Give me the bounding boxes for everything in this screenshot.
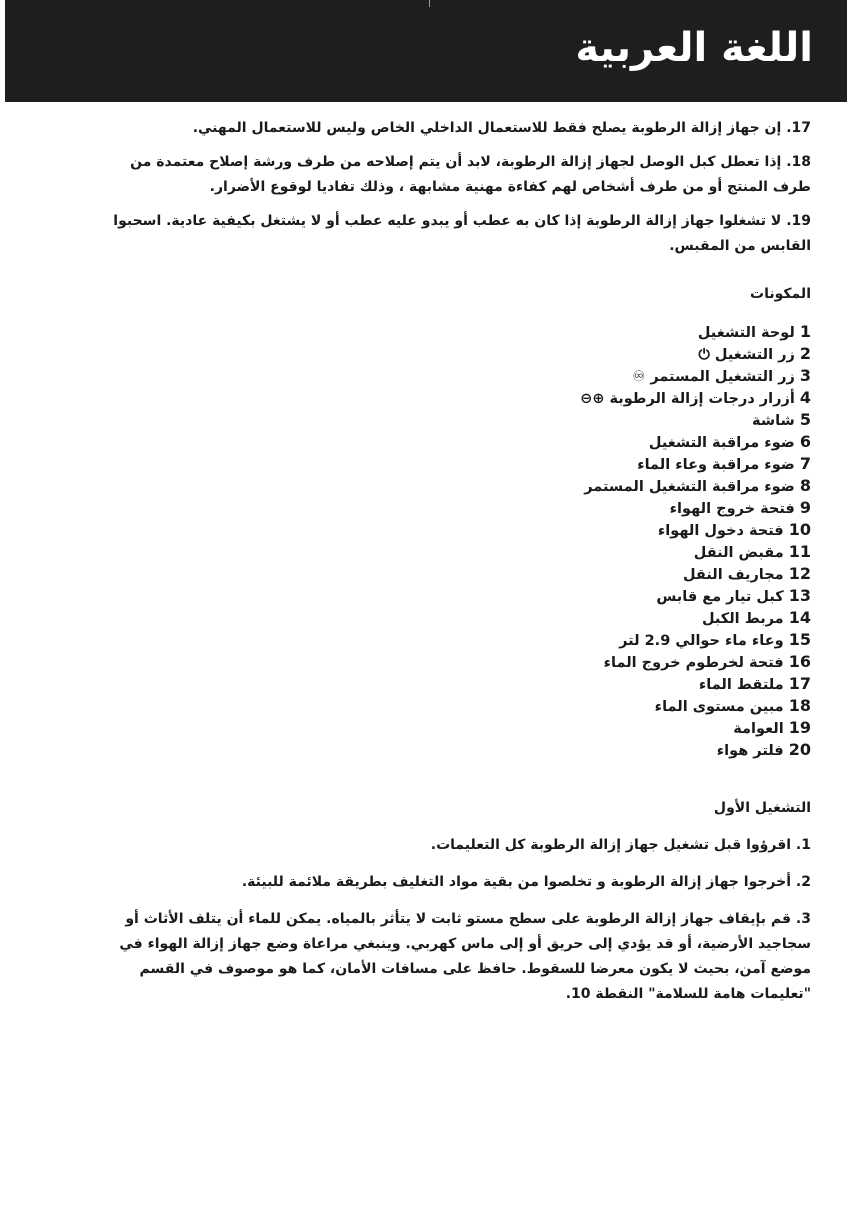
- item-number: 18.: [786, 154, 811, 170]
- item-text: إذا تعطل كبل الوصل لجهاز إزالة الرطوبة، لابد أن يتم إصلاحه من طرف ورشة إصلاح معتمدة من طرف المنتج أو من طرف أشخاص لهم كفاءة مهنية مشابهة ، وذلك تفاديا لوقوع الأضرار.: [130, 154, 811, 195]
- safety-item: [105, 116, 811, 141]
- first-operation-steps: [105, 833, 811, 1007]
- list-item: [105, 431, 811, 453]
- item-label: ضوء مراقبة التشغيل: [648, 435, 795, 451]
- safety-instructions: [105, 116, 811, 259]
- item-number: 14: [788, 608, 811, 627]
- list-item: [105, 607, 811, 629]
- safety-item: [105, 209, 811, 259]
- list-item: [105, 519, 811, 541]
- item-number: 2: [799, 344, 811, 363]
- item-number: 5: [799, 410, 811, 429]
- item-label: فتحة لخرطوم خروج الماء: [603, 655, 784, 671]
- item-number: 13: [788, 586, 811, 605]
- step-text: أخرجوا جهاز إزالة الرطوبة و تخلصوا من بقية مواد التغليف بطريقة ملائمة للبيئة.: [241, 874, 792, 890]
- header-tick-mark: [429, 0, 430, 7]
- item-label: العوامة: [733, 721, 784, 737]
- list-item: [105, 453, 811, 475]
- item-number: 3: [799, 366, 811, 385]
- item-number: 17.: [786, 120, 811, 136]
- step-text: اقرؤوا قبل تشغيل جهاز إزالة الرطوبة كل التعليمات.: [430, 837, 792, 853]
- item-label: فتحة دخول الهواء: [657, 523, 784, 539]
- item-label: مربط الكبل: [701, 611, 784, 627]
- item-number: 16: [788, 652, 811, 671]
- step-number: 2.: [795, 874, 811, 890]
- operation-step: [105, 833, 811, 858]
- operation-step: [105, 870, 811, 895]
- item-number: 9: [799, 498, 811, 517]
- item-label: كبل تيار مع قابس: [656, 589, 784, 605]
- list-item: [105, 717, 811, 739]
- item-number: 17: [788, 674, 811, 693]
- list-item: [105, 695, 811, 717]
- page-title: اللغة العربية: [575, 25, 813, 71]
- list-item: [105, 409, 811, 431]
- item-label: زر التشغيل المستمر ♾: [632, 369, 795, 385]
- header-bar: [5, 0, 847, 102]
- item-number: 12: [788, 564, 811, 583]
- list-item: [105, 651, 811, 673]
- item-label: أزرار درجات إزالة الرطوبة ⊕⊖: [580, 391, 795, 407]
- step-number: 3.: [795, 911, 811, 927]
- item-label: مجاريف النقل: [682, 567, 784, 583]
- step-text: قم بإيقاف جهاز إزالة الرطوبة على سطح مستو ثابت لا يتأثر بالمياه. يمكن للماء أن يتلف الأثاث أو سجاجيد الأرضية، أو قد يؤدي إلى حريق أو إلى ماس كهربي. وينبغي مراعاة وضع جهاز إزالة الهواء في موضع آمن، بحيث لا يكون معرضا للسقوط. حافظ على مسافات الأمان، كما هو موصوف في القسم "تعليمات هامة للسلامة" النقطة 10.: [119, 911, 811, 1002]
- item-label: ملتقط الماء: [698, 677, 784, 693]
- list-item: [105, 629, 811, 651]
- list-item: [105, 673, 811, 695]
- item-text: إن جهاز إزالة الرطوبة يصلح فقط للاستعمال الداخلي الخاص وليس للاستعمال المهني.: [192, 120, 782, 136]
- item-number: 8: [799, 476, 811, 495]
- list-item: [105, 343, 811, 365]
- item-number: 1: [799, 322, 811, 341]
- list-item: [105, 585, 811, 607]
- step-number: 1.: [795, 837, 811, 853]
- item-number: 19: [788, 718, 811, 737]
- item-label: ضوء مراقبة وعاء الماء: [637, 457, 795, 473]
- safety-item: [105, 150, 811, 200]
- item-label: مبين مستوى الماء: [654, 699, 784, 715]
- item-number: 4: [799, 388, 811, 407]
- item-label: فتحة خروج الهواء: [669, 501, 795, 517]
- item-label: شاشة: [752, 413, 795, 429]
- item-text: لا تشغلوا جهاز إزالة الرطوبة إذا كان به عطب أو يبدو عليه عطب أو لا يشتغل بكيفية عادية. اسحبوا القابس من المقبس.: [113, 213, 811, 254]
- list-item: [105, 475, 811, 497]
- list-item: [105, 497, 811, 519]
- components-list: [105, 321, 811, 761]
- item-number: 11: [788, 542, 811, 561]
- item-number: 7: [799, 454, 811, 473]
- item-number: 18: [788, 696, 811, 715]
- document-body: [105, 116, 811, 1019]
- item-label: فلتر هواء: [716, 743, 784, 759]
- list-item: [105, 739, 811, 761]
- item-number: 19.: [786, 213, 811, 229]
- operation-step: [105, 907, 811, 1007]
- item-number: 15: [788, 630, 811, 649]
- list-item: [105, 365, 811, 387]
- item-label: زر التشغيل ⏻: [698, 347, 795, 363]
- components-heading: المكونات: [750, 286, 811, 302]
- item-label: ضوء مراقبة التشغيل المستمر: [584, 479, 795, 495]
- item-number: 10: [788, 520, 811, 539]
- list-item: [105, 387, 811, 409]
- list-item: [105, 541, 811, 563]
- item-label: وعاء ماء حوالي 2.9 لتر: [619, 633, 784, 649]
- list-item: [105, 563, 811, 585]
- item-label: لوحة التشغيل: [697, 325, 795, 341]
- first-operation-heading: التشغيل الأول: [713, 800, 811, 816]
- list-item: [105, 321, 811, 343]
- item-label: مقبض النقل: [693, 545, 784, 561]
- item-number: 20: [788, 740, 811, 759]
- item-number: 6: [799, 432, 811, 451]
